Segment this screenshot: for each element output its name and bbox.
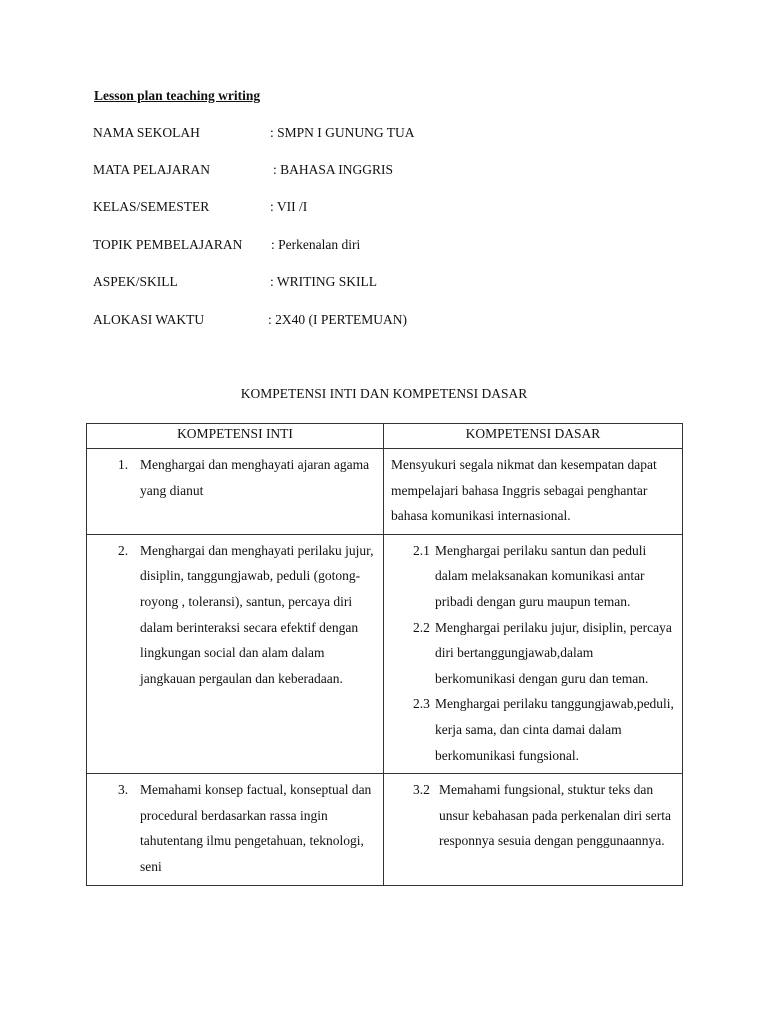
- table-header-row: [87, 424, 683, 449]
- kd-text: Mensyukuri segala nikmat dan kesempatan dapat mempelajari bahasa Inggris sebagai penghantar bahasa komunikasi internasional.: [391, 457, 657, 524]
- ki-text: Menghargai dan menghayati perilaku jujur, disiplin, tanggungjawab, peduli (gotong-royong , toleransi), santun, percaya diri dalam berinteraksi secara efektif dengan lingkungan social dan alam dalam jangkauan pergaulan dan keberadaan.: [140, 542, 374, 686]
- competency-table: [86, 423, 683, 886]
- kd-number: 2.3: [413, 696, 430, 712]
- info-label: NAMA SEKOLAH: [93, 125, 200, 140]
- info-value: : WRITING SKILL: [270, 274, 377, 289]
- document-title: Lesson plan teaching writing: [94, 88, 261, 103]
- kd-number: 3.2: [413, 782, 430, 798]
- kd-item-text: Menghargai perilaku santun dan peduli dalam melaksanakan komunikasi antar pribadi dengan guru maupun teman.: [435, 542, 647, 609]
- info-label: TOPIK PEMBELAJARAN: [93, 237, 243, 252]
- info-value: : SMPN I GUNUNG TUA: [270, 125, 415, 140]
- table-row: [87, 534, 683, 773]
- kd-item: [391, 777, 675, 854]
- info-label: MATA PELAJARAN: [93, 162, 211, 177]
- info-value: : BAHASA INGGRIS: [273, 162, 394, 177]
- ki-number: 1.: [118, 457, 129, 472]
- ki-number: 3.: [118, 782, 129, 798]
- table-row: [87, 774, 683, 885]
- kd-item: [391, 691, 675, 768]
- ki-text: Memahami konsep factual, konseptual dan procedural berdasarkan rassa ingin tahutentang ilmu pengetahuan, teknologi, seni: [140, 782, 372, 874]
- kd-item-text: Menghargai perilaku jujur, disiplin, percaya diri bertanggungjawab,dalam berkomunikasi dengan guru dan teman.: [435, 619, 672, 686]
- kd-item-text: Menghargai perilaku tanggungjawab,peduli, kerja sama, dan cinta damai dalam berkomunikasi fungsional.: [435, 696, 674, 763]
- column-header-ki: KOMPETENSI INTI: [87, 424, 384, 449]
- kd-cell: [384, 449, 683, 535]
- ki-cell: [87, 774, 384, 885]
- table-row: [87, 449, 683, 535]
- ki-cell: [87, 449, 384, 535]
- kd-cell: [384, 534, 683, 773]
- section-title: KOMPETENSI INTI DAN KOMPETENSI DASAR: [240, 386, 528, 401]
- kd-number: 2.1: [413, 542, 430, 558]
- info-value: : 2X40 (I PERTEMUAN): [268, 312, 408, 327]
- info-value: : Perkenalan diri: [271, 237, 361, 252]
- info-label: ASPEK/SKILL: [93, 274, 178, 289]
- kd-number: 2.2: [413, 619, 430, 635]
- info-label: ALOKASI WAKTU: [93, 312, 205, 327]
- info-label: KELAS/SEMESTER: [93, 199, 210, 214]
- ki-text: Menghargai dan menghayati ajaran agama yang dianut: [140, 457, 370, 498]
- ki-cell: [87, 534, 384, 773]
- ki-number: 2.: [118, 542, 129, 558]
- kd-cell: [384, 774, 683, 885]
- kd-item: [391, 615, 675, 692]
- kd-item-text: Memahami fungsional, stuktur teks dan unsur kebahasan pada perkenalan diri serta responnya sesuia dengan penggunaannya.: [439, 782, 672, 849]
- column-header-kd: KOMPETENSI DASAR: [384, 424, 683, 449]
- kd-item: [391, 538, 675, 615]
- info-value: : VII /I: [270, 199, 308, 214]
